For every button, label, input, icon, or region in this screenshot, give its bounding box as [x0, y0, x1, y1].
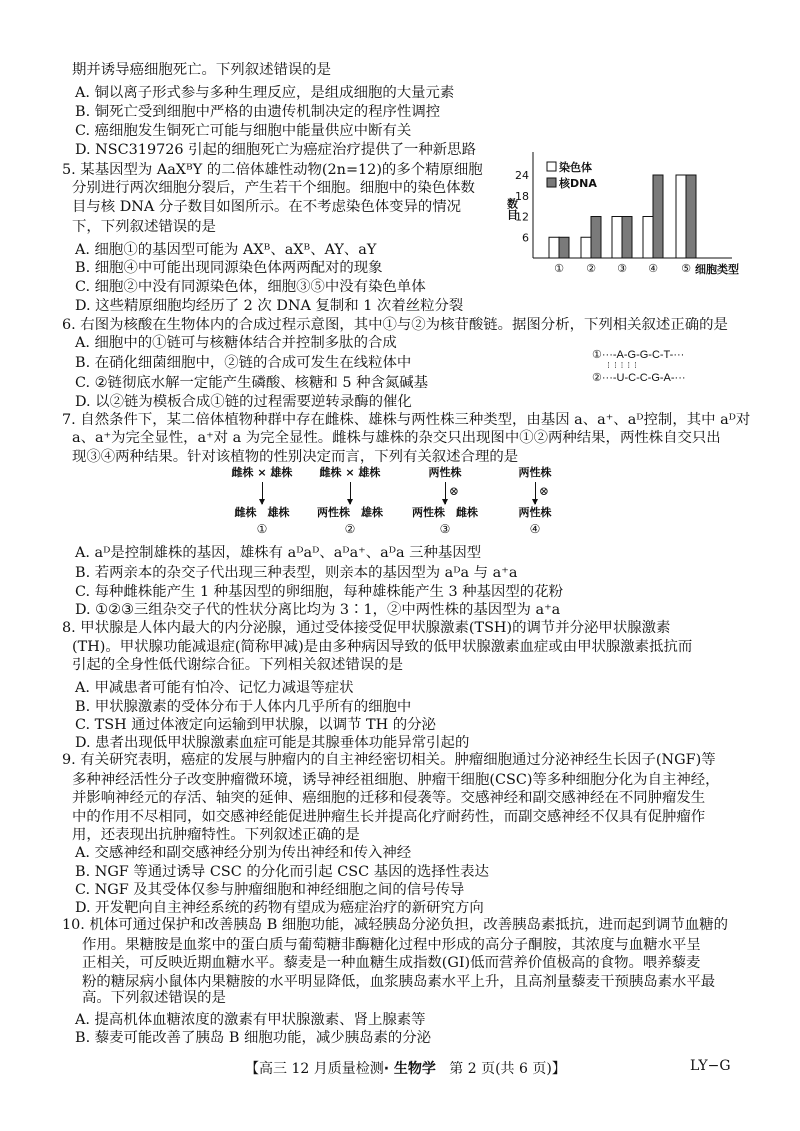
bar-chromosome	[581, 237, 591, 258]
y-tick-label: 12	[515, 210, 529, 224]
y-tick-label: 24	[515, 169, 529, 182]
question-text: 作用。果糖胺是血浆中的蛋白质与葡萄糖非酶糖化过程中形成的高分子酮胺，其浓度与血糖水平呈	[82, 937, 701, 953]
answer-option: B. 甲状腺激素的受体分布于人体内几乎所有的细胞中	[75, 699, 412, 715]
question-text: 9. 有关研究表明，癌症的发展与肿瘤内的自主神经密切相关。肿瘤细胞通过分泌神经生长因子(NGF)等	[62, 752, 716, 768]
question-text: 8. 甲状腺是人体内最大的内分泌腺，通过受体接受促甲状腺激素(TSH)的调节并分泌甲状腺激素	[62, 620, 671, 636]
bar-dna	[622, 217, 632, 259]
question-text: 高。下列叙述错误的是	[82, 990, 226, 1006]
question-text: 中的作用不尽相同，如交感神经能促进肿瘤生长并提高化疗耐药性，而副交感神经不仅具有促肿瘤作	[72, 809, 706, 825]
bar-chart	[500, 150, 750, 275]
question-text: 5. 某基因型为 AaXᴮY 的二倍体雄性动物(2n=12)的多个精原细胞	[62, 162, 483, 178]
question-text: 引起的全身性低代谢综合征。下列相关叙述错误的是	[72, 657, 403, 673]
answer-option: A. 甲减患者可能有怕冷、记忆力减退等症状	[75, 680, 354, 696]
answer-option: D. 以②链为模板合成①链的过程需要逆转录酶的催化	[75, 394, 412, 410]
legend-swatch	[547, 162, 556, 171]
question-text: 期并诱导癌细胞死亡。下列叙述错误的是	[72, 62, 332, 78]
question-text: 粉的糖尿病小鼠体内果糖胺的水平明显降低，血浆胰岛素水平上升，且高剂量藜麦干预胰岛素水平最	[82, 974, 716, 990]
bar-chromosome	[612, 217, 622, 259]
answer-option: D. 患者出现低甲状腺激素血症可能是其腺垂体功能异常引起的	[75, 735, 470, 751]
answer-option: A. 提高机体血糖浓度的激素有甲状腺激素、肾上腺素等	[75, 1012, 426, 1028]
answer-option: C. 癌细胞发生铜死亡可能与细胞中能量供应中断有关	[75, 123, 412, 139]
answer-option: C. TSH 通过体液定向运输到甲状腺，以调节 TH 的分泌	[75, 717, 436, 733]
cross-label: ④	[529, 522, 541, 536]
legend-label: 染色体	[559, 161, 592, 174]
answer-option: B. 细胞④中可能出现同源染色体两两配对的现象	[75, 260, 383, 276]
cross-parents: 雌株 × 雄株	[319, 466, 381, 479]
selfing-icon: ⊗	[449, 484, 460, 498]
cross-offspring: 雌株 雄株	[234, 506, 290, 519]
strand-2: ②···-U-C-C-G-A-···	[592, 372, 686, 384]
answer-option: B. 藜麦可能改善了胰岛 B 细胞功能，减少胰岛素的分泌	[75, 1030, 432, 1046]
question-text: 现③④两种结果。针对该植物的性别决定而言，下列有关叙述合理的是	[72, 449, 519, 465]
footer-page: 第 2 页(共 6 页)】	[449, 1061, 566, 1077]
question-text: 6. 右图为核酸在生物体内的合成过程示意图，其中①与②为核苷酸链。据图分析，下列相关叙述正确的是	[62, 317, 728, 333]
bar-dna	[686, 175, 696, 258]
selfing-icon: ⊗	[539, 484, 550, 498]
footer-subject: · 生物学	[383, 1061, 436, 1077]
bar-dna	[653, 175, 663, 258]
cross-parents: 两性株	[518, 466, 552, 479]
cross-offspring: 两性株	[518, 506, 552, 519]
answer-option: A. 铜以离子形式参与多种生理反应，是组成细胞的大量元素	[75, 85, 455, 101]
answer-option: B. 在硝化细菌细胞中，②链的合成可发生在线粒体中	[75, 355, 412, 371]
cross-offspring: 两性株 雌株	[412, 506, 478, 519]
bar-dna	[559, 237, 569, 258]
question-text: 目与核 DNA 分子数目如图所示。在不考虑染色体变异的情况	[72, 199, 462, 215]
question-text: 下，下列叙述错误的是	[72, 219, 216, 235]
answer-option: D. 开发靶向自主神经系统的药物有望成为癌症治疗的新研究方向	[75, 900, 484, 916]
cross-offspring: 两性株 雄株	[317, 506, 383, 519]
legend-swatch	[547, 178, 556, 187]
x-axis-label: 细胞类型	[695, 263, 739, 275]
bar-chromosome	[549, 237, 559, 258]
question-text: 并影响神经元的存活、轴突的延伸、癌细胞的迁移和侵袭等。交感神经和副交感神经在不同肿瘤发生	[72, 790, 706, 806]
answer-option: B. 若两亲本的杂交子代出现三种表型，则亲本的基因型为 aᴰa 与 a⁺a	[75, 565, 518, 581]
arrow-icon	[445, 482, 446, 504]
base-pairing: ⁞ ⁞ ⁞ ⁞ ⁞	[592, 361, 637, 370]
y-tick-label: 6	[522, 231, 529, 245]
strand-1: ①···-A-G-G-C-T-···	[592, 349, 685, 361]
arrow-icon	[535, 482, 536, 504]
answer-option: B. 铜死亡受到细胞中严格的由遗传机制决定的程序性调控	[75, 104, 441, 120]
answer-option: A. 交感神经和副交感神经分别为传出神经和传入神经	[75, 845, 412, 861]
answer-option: A. aᴰ是控制雄株的基因，雄株有 aᴰaᴰ、aᴰa⁺、aᴰa 三种基因型	[75, 545, 482, 561]
x-tick-label: ③	[617, 262, 627, 275]
bar-chromosome	[643, 217, 653, 259]
answer-option: D. 这些精原细胞均经历了 2 次 DNA 复制和 1 次着丝粒分裂	[75, 298, 464, 314]
question-text: 10. 机体可通过保护和改善胰岛 B 细胞功能，减轻胰岛分泌负担，改善胰岛素抵抗，进而起到调节血糖的	[62, 917, 728, 933]
question-text: (TH)。甲状腺功能减退症(简称甲减)是由多种病因导致的低甲状腺激素血症或由甲状腺激素抵抗而	[72, 639, 693, 655]
cross-label: ①	[256, 522, 268, 536]
x-tick-label: ①	[554, 262, 564, 275]
x-tick-label: ②	[586, 262, 596, 275]
y-tick-label: 18	[515, 189, 529, 203]
answer-option: C. 每种雌株能产生 1 种基因型的卵细胞，每种雄株能产生 3 种基因型的花粉	[75, 584, 563, 600]
arrow-icon	[262, 482, 263, 504]
legend-label: 核DNA	[559, 177, 597, 190]
question-text: a、a⁺为完全显性，a⁺对 a 为完全显性。雌株与雄株的杂交只出现图中①②两种结果，两性株自交只出	[72, 430, 721, 446]
cross-label: ③	[439, 522, 451, 536]
answer-option: C. NGF 及其受体仅参与肿瘤细胞和神经细胞之间的信号传导	[75, 882, 465, 898]
cross-parents: 雌株 × 雄株	[231, 466, 293, 479]
answer-option: A. 细胞①的基因型可能为 AXᴮ、aXᴮ、AY、aY	[75, 242, 377, 258]
cross-label: ②	[344, 522, 356, 536]
paper-code: LY−G	[690, 1058, 731, 1074]
cross-parents: 两性株	[428, 466, 462, 479]
bar-chromosome	[676, 175, 686, 258]
answer-option: B. NGF 等通过诱导 CSC 的分化而引起 CSC 基因的选择性表达	[75, 864, 489, 880]
answer-option: C. ②链彻底水解一定能产生磷酸、核糖和 5 种含氮碱基	[75, 375, 429, 391]
answer-option: A. 细胞中的①链可与核糖体结合并控制多肽的合成	[75, 335, 397, 351]
answer-option: D. ①②③三组杂交子代的性状分离比均为 3∶1，②中两性株的基因型为 a⁺a	[75, 602, 561, 618]
answer-option: C. 细胞②中没有同源染色体，细胞③⑤中没有染色单体	[75, 279, 426, 295]
x-tick-label: ④	[648, 262, 658, 275]
question-text: 分别进行两次细胞分裂后，产生若干个细胞。细胞中的染色体数	[72, 180, 475, 196]
footer	[245, 1058, 566, 1078]
question-text: 正相关，可反映近期血糖水平。藜麦是一种血糖生成指数(GI)低而营养价值极高的食物。喂养藜麦	[82, 955, 701, 971]
arrow-icon	[350, 482, 351, 504]
answer-option: D. NSC319726 引起的细胞死亡为癌症治疗提供了一种新思路	[75, 142, 476, 158]
footer-title: 【高三 12 月质量检测	[245, 1061, 384, 1077]
y-axis-label: 数目	[505, 198, 519, 220]
bar-dna	[591, 217, 601, 259]
question-text: 多种神经活性分子改变肿瘤微环境，诱导神经祖细胞、肿瘤干细胞(CSC)等多种细胞分化为自主神经，	[72, 772, 720, 788]
question-text: 用，还表现出抗肿瘤特性。下列叙述正确的是	[72, 827, 360, 843]
x-tick-label: ⑤	[681, 262, 691, 275]
question-text: 7. 自然条件下，某二倍体植物种群中存在雌株、雄株与两性株三种类型，由基因 a、a⁺、aᴰ控制，其中 aᴰ对	[62, 412, 751, 428]
